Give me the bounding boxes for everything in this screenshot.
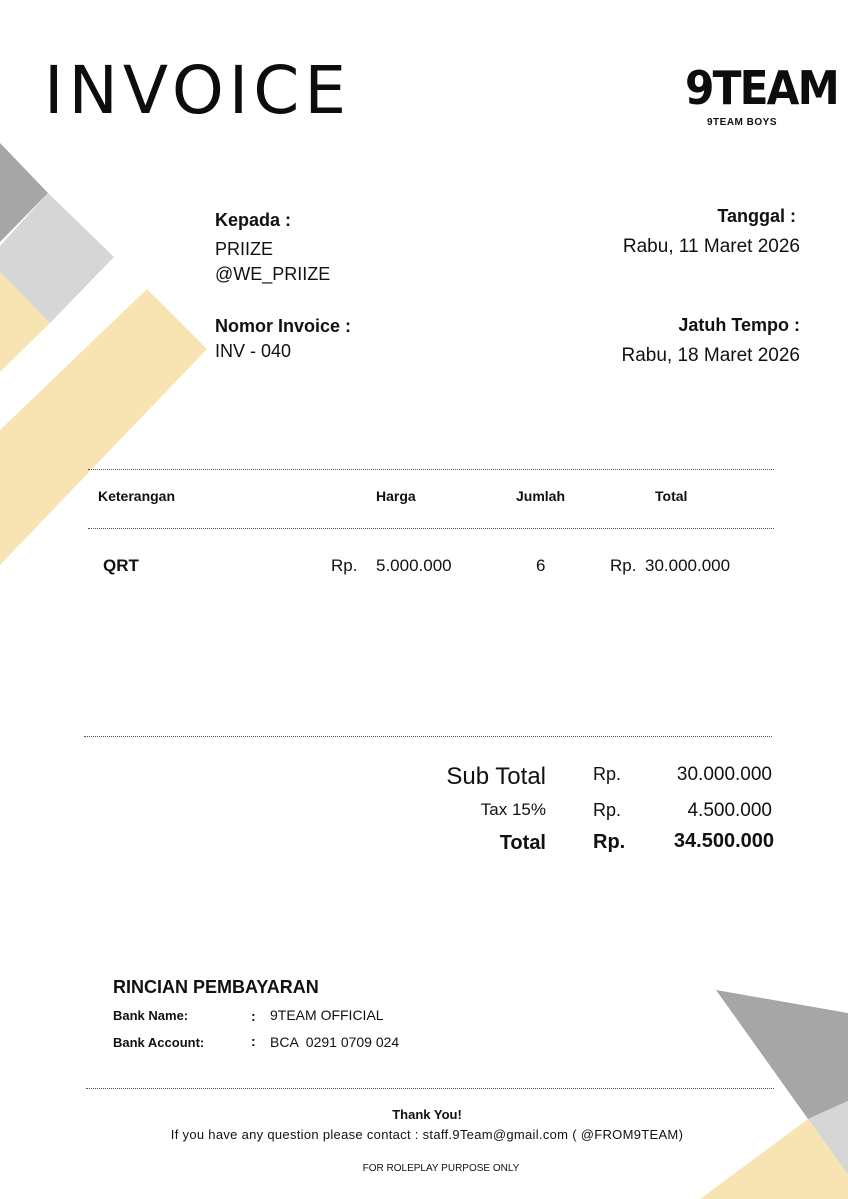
row-price: 5.000.000 [376, 556, 452, 575]
tax-label: Tax 15% [480, 800, 546, 819]
thank-you-text: Thank You! [392, 1107, 462, 1122]
row-price-currency: Rp. [331, 556, 358, 575]
row-desc: QRT [103, 556, 139, 575]
tax-currency: Rp. [593, 800, 622, 820]
bank-account-label: Bank Account: [113, 1035, 205, 1050]
page-title: INVOICE [44, 52, 352, 129]
grand-total-label: Total [499, 832, 546, 854]
due-date-value: Rabu, 18 Maret 2026 [621, 345, 800, 366]
row-total: 30.000.000 [645, 556, 731, 575]
recipient-name: PRIIZE [215, 239, 274, 259]
bank-name-label: Bank Name: [113, 1008, 189, 1023]
column-header-desc: Keterangan [98, 488, 176, 504]
decor-gray-dark-bottom [716, 990, 848, 1119]
brand-logo: 9TEAM [684, 61, 838, 115]
brand-logo-subtitle: 9TEAM BOYS [706, 117, 777, 128]
invoice-number-label: Nomor Invoice : [215, 316, 352, 336]
recipient-handle: @WE_PRIIZE [215, 264, 331, 284]
disclaimer-text: FOR ROLEPLAY PURPOSE ONLY [362, 1163, 520, 1174]
table-bottom-divider [84, 736, 772, 737]
bank-account-colon: : [251, 1033, 256, 1049]
subtotal-currency: Rp. [593, 764, 622, 784]
column-header-qty: Jumlah [516, 488, 566, 504]
bank-name-value: 9TEAM OFFICIAL [270, 1007, 384, 1023]
row-total-currency: Rp. [610, 556, 637, 575]
recipient-label: Kepada : [215, 210, 292, 230]
bank-name-colon: : [251, 1008, 256, 1024]
column-header-price: Harga [376, 488, 416, 504]
contact-text: If you have any question please contact : staff.9Team@gmail.com ( @FROM9TEAM) [170, 1127, 684, 1142]
date-label: Tanggal : [717, 206, 796, 226]
column-header-total: Total [655, 488, 688, 504]
table-header-divider [88, 528, 774, 529]
grand-total-value: 34.500.000 [673, 830, 774, 852]
footer-divider [86, 1088, 774, 1089]
table-top-divider [88, 469, 774, 470]
grand-total-currency: Rp. [593, 831, 626, 853]
subtotal-label: Sub Total [446, 763, 546, 790]
invoice-number-value: INV - 040 [215, 341, 292, 361]
subtotal-value: 30.000.000 [676, 764, 772, 785]
bank-account-value: BCA 0291 0709 024 [270, 1034, 400, 1050]
tax-value: 4.500.000 [687, 800, 772, 821]
due-date-label: Jatuh Tempo : [678, 315, 800, 335]
payment-section-title: RINCIAN PEMBAYARAN [113, 977, 319, 997]
date-value: Rabu, 11 Maret 2026 [622, 236, 800, 257]
row-qty: 6 [536, 556, 546, 575]
